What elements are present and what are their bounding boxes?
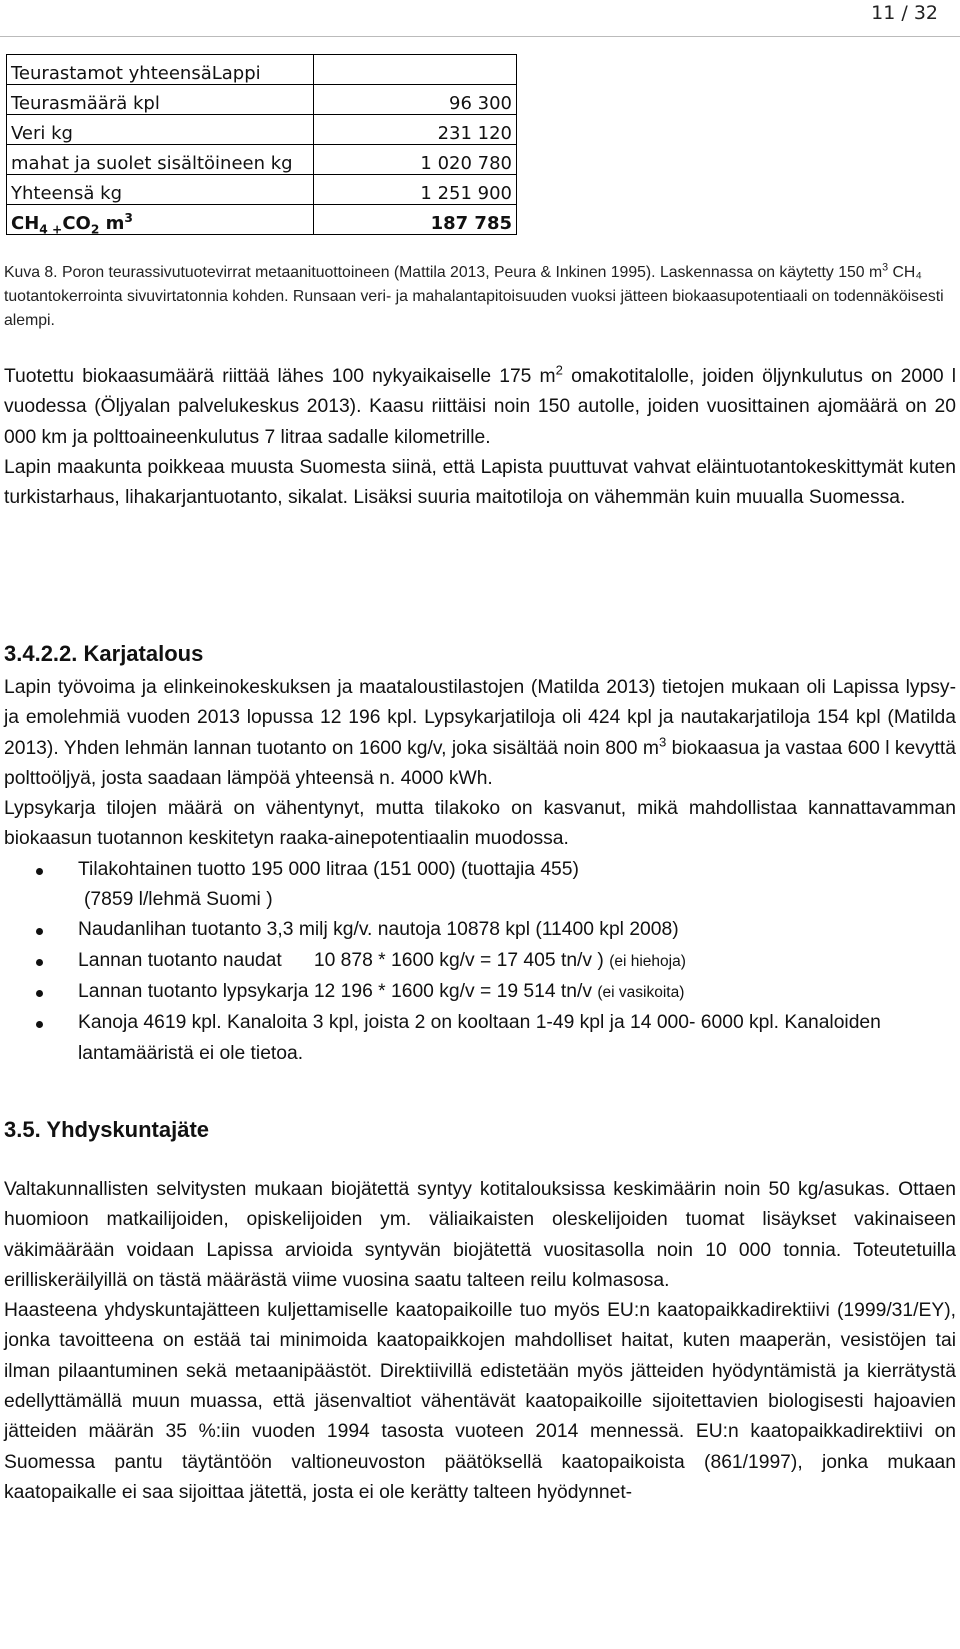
table-cell-gas-label [7, 205, 314, 235]
body-section-3 [4, 1175, 956, 1508]
caption-text-2: CH₄ tuotantokerrointa sivuvirtatonnia kohden. Runsaan veri- ja mahalantapitoisuuden vuoksi jätteen biokaasupotentiaali on todennäköisesti alempi. [4, 264, 944, 329]
caption-sup: 3 [882, 261, 889, 274]
paragraph-text: Tuotettu biokaasumäärä riittää lähes 100 nykyaikaiselle 175 m [4, 366, 556, 387]
gas-label-ch: CH [11, 213, 40, 234]
page-number: 11 / 32 [871, 2, 938, 24]
bullet-icon [36, 1021, 43, 1028]
table-cell-label: Teurastamot yhteensäLappi [7, 55, 314, 85]
list-item [4, 1008, 956, 1069]
list-item [4, 946, 956, 977]
gas-label-sub-4: 4 + [39, 222, 63, 237]
header-divider [0, 36, 960, 37]
table-cell-label: Teurasmäärä kpl [7, 85, 314, 115]
table-cell-value: 1 251 900 [314, 175, 517, 205]
table-cell-label: mahat ja suolet sisältöineen kg [7, 145, 314, 175]
paragraph-biogas-amount [4, 362, 956, 453]
table-cell-value [314, 55, 517, 85]
paragraph-lapland: Lapin maakunta poikkeaa muusta Suomesta siinä, että Lapista puuttuvat vahvat eläintuotantokeskittymät kuten turkistarhaus, lihakarjantuotanto, sikalat. Lisäksi suuria maitotiloja on vähemmän kuin muualla Suomessa. [4, 456, 956, 509]
paragraph-biowaste: Valtakunnallisten selvitysten mukaan biojätettä syntyy kotitalouksissa keskimäärin noin 50 kg/asukas. Ottaen huomioon matkailijoiden, opiskelijoiden ym. väliaikaisten oleskelijoiden tuomat lisäykset vakinaiseen väkimäärään voidaan Lapissa arvioida syntyvän biojätettä vuositasolla noin 10 000 tonnia. Toteutetuilla erilliskeräilyillä on tästä määrästä viime vuosina saatu talteen reilu kolmasosa. [4, 1179, 956, 1291]
caption-text-1: Kuva 8. Poron teurassivutuotevirrat metaanituottoineen (Mattila 2013, Peura & Inkinen 1995). Laskennassa on käytetty 150 m [4, 264, 883, 281]
list-item-text: Naudanlihan tuotanto 3,3 milj kg/v. nautoja 10878 kpl (11400 kpl 2008) [78, 919, 679, 941]
gas-label-sup-3: 3 [124, 211, 133, 225]
bullet-icon [36, 928, 43, 935]
paragraph-sup: 2 [555, 362, 563, 378]
table-row [7, 175, 517, 205]
slaughter-byproduct-table [6, 54, 517, 235]
table-cell-value: 1 020 780 [314, 145, 517, 175]
list-item-text: Lannan tuotanto naudat 10 878 * 1600 kg/v = 17 405 tn/v ) [78, 949, 610, 971]
bullet-icon [36, 990, 43, 997]
figure-caption [4, 261, 956, 333]
list-item [4, 977, 956, 1008]
list-item-note: (ei hiehoja) [609, 952, 686, 970]
list-item-text: (7859 l/lehmä Suomi ) [84, 889, 273, 911]
paragraph-text: Lapin työvoima ja elinkeinokeskuksen ja maataloustilastojen (Matilda 2013) tietojen mukaan oli Lapissa lypsy- ja emolehmiä vuoden 2013 lopussa 12 196 kpl. Lypsykarjatiloja oli 424 kpl ja nautakarjatiloja 154 kpl (Matilda 2013). Yhden lehmän lannan tuotanto on 1600 kg/v, joka sisältää noin 800 m [4, 677, 956, 759]
list-item-text: Kanoja 4619 kpl. Kanaloita 3 kpl, joista 2 on kooltaan 1-49 kpl ja 14 000- 6000 kpl. Kanaloiden lantamääristä ei ole tietoa. [78, 1012, 881, 1064]
table-row [7, 55, 517, 85]
list-item-text: Lannan tuotanto lypsykarja 12 196 * 1600 kg/v = 19 514 tn/v [78, 980, 598, 1002]
paragraph-dairy-farms: Lypsykarja tilojen määrä on vähentynyt, mutta tilakoko on kasvanut, mikä mahdollistaa kannattavamman biokaasun tuotannon keskitetyn raaka-ainepotentiaalin muodossa. [4, 798, 956, 850]
table-row-gas-total [7, 205, 517, 235]
body-section-2 [4, 673, 956, 1069]
table-row [7, 145, 517, 175]
gas-label-sub-2: 2 [90, 222, 100, 237]
list-item [4, 915, 956, 945]
list-item-text: Tilakohtainen tuotto 195 000 litraa (151 000) (tuottajia 455) [78, 858, 579, 880]
table-cell-label: Yhteensä kg [7, 175, 314, 205]
table-row [7, 115, 517, 145]
bullet-list [4, 855, 956, 1069]
table-cell-value: 231 120 [314, 115, 517, 145]
table-cell-label: Veri kg [7, 115, 314, 145]
bullet-icon [36, 868, 43, 875]
paragraph-text: biokaasua ja vastaa 600 l kevyttä polttoöljyä, josta saadaan lämpöä yhteensä n. 4000 kWh. [4, 737, 956, 789]
section-heading-yhdyskuntajate: 3.5. Yhdyskuntajäte [4, 1117, 210, 1142]
paragraph-text: omakotitalolle, joiden öljynkulutus on 2000 l vuodessa (Öljyalan palvelukeskus 2013). Kaasu riittäisi noin 150 autolle, joiden vuosittainen ajomäärä on 20 000 km ja polttoaineenkulutus 7 litraa sadalle kilometrille. [4, 366, 956, 448]
table-cell-value: 96 300 [314, 85, 517, 115]
table-cell-gas-value: 187 785 [314, 205, 517, 235]
bullet-icon [36, 959, 43, 966]
paragraph-cattle [4, 673, 956, 794]
paragraph-sup: 3 [658, 734, 667, 750]
gas-label-co: CO [62, 213, 91, 234]
list-item [4, 855, 956, 916]
table-row [7, 85, 517, 115]
gas-label-unit: m [99, 213, 125, 234]
body-section-1 [4, 362, 956, 513]
paragraph-landfill-directive: Haasteena yhdyskuntajätteen kuljettamiselle kaatopaikoille tuo myös EU:n kaatopaikkadirektiivi (1999/31/EY), jonka tavoitteena on estää tai minimoida kaatopaikkojen mahdolliset haitat, kuten maaperän, vesistöjen tai ilman pilaantuminen sekä metaanipäästöt. Direktiivillä edistetään myös jätteiden hyödyntämistä ja kierrätystä edellyttämällä muun muassa, että jäsenvaltiot vähentävät kaatopaikoille sijoitettavien biologisesti hajoavien jätteiden määrän 35 %:iin vuoden 1994 tasosta vuoteen 2014 mennessä. EU:n kaatopaikkadirektiivi on Suomessa pantu täytäntöön valtioneuvoston päätöksellä kaatopaikoista (861/1997), jonka mukaan kaatopaikalle ei saa sijoittaa jätettä, josta ei ole kerätty talteen hyödynnet- [4, 1300, 956, 1503]
section-heading-karjatalous: 3.4.2.2. Karjatalous [4, 641, 204, 666]
list-item-note: (ei vasikoita) [597, 983, 685, 1001]
